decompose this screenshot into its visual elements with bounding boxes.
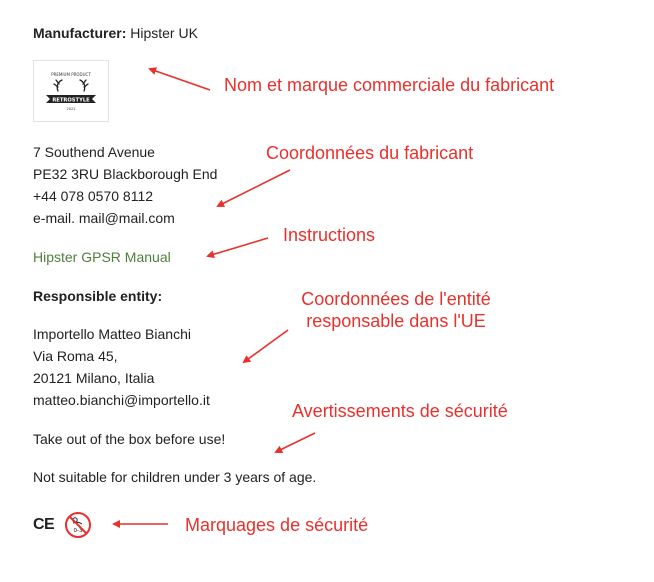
warning-line-1: Take out of the box before use! <box>33 431 226 447</box>
age-label: 0-3 <box>73 528 83 534</box>
manufacturer-name: Hipster UK <box>130 25 198 41</box>
annotation-manufacturer-name: Nom et marque commerciale du fabricant <box>224 75 555 95</box>
address-line-1: 7 Southend Avenue <box>33 144 155 160</box>
logo-top-text: PREMIUM PRODUCT <box>51 72 91 77</box>
responsible-entity-label: Responsible entity: <box>33 288 163 304</box>
manufacturer-label: Manufacturer <box>33 25 122 41</box>
logo-bottom-text: 2021 <box>66 107 76 111</box>
manufacturer-colon: : <box>121 25 127 41</box>
annotation-eu-entity-line-2: responsable dans l'UE <box>306 311 486 331</box>
annotation-safety-warnings: Avertissements de sécurité <box>292 401 508 421</box>
annotation-eu-entity-line-1: Coordonnées de l'entité <box>301 289 491 309</box>
arrow-to-warnings <box>276 433 315 452</box>
entity-email: matteo.bianchi@importello.it <box>33 392 210 408</box>
warning-line-2: Not suitable for children under 3 years of age. <box>33 469 317 485</box>
ce-mark: CE <box>33 516 55 533</box>
entity-city: 20121 Milano, Italia <box>33 370 155 386</box>
entity-name: Importello Matteo Bianchi <box>33 326 191 342</box>
entity-street: Via Roma 45, <box>33 348 118 364</box>
address-line-2: PE32 3RU Blackborough End <box>33 166 218 182</box>
arrow-to-manual <box>208 238 268 256</box>
manufacturer-phone: +44 078 0570 8112 <box>33 188 154 204</box>
gpsr-manual-link[interactable]: Hipster GPSR Manual <box>33 249 171 265</box>
logo-banner-text: RETROSTYLE <box>52 97 90 104</box>
arrow-to-contact <box>218 170 290 206</box>
annotation-safety-marks: Marquages de sécurité <box>185 515 369 535</box>
manufacturer-email: e-mail. mail@mail.com <box>33 210 175 226</box>
annotation-instructions: Instructions <box>283 225 376 245</box>
annotation-manufacturer-contact: Coordonnées du fabricant <box>266 143 474 163</box>
arrow-to-entity <box>244 330 288 362</box>
arrow-to-logo <box>150 69 210 90</box>
